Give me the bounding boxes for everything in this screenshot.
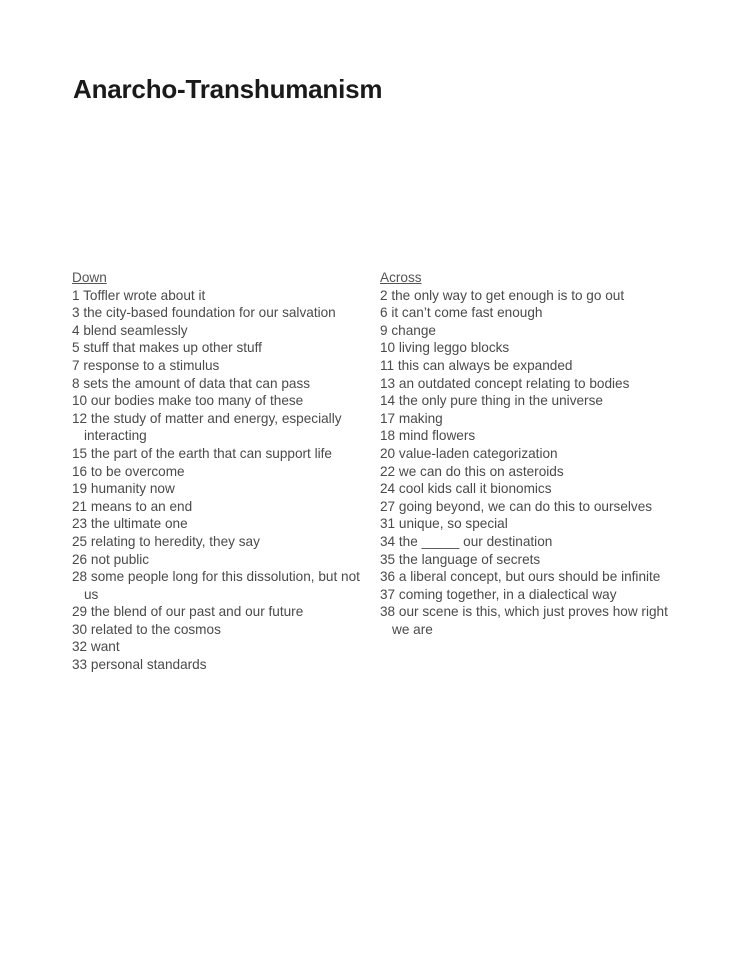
across-clue: 38 our scene is this, which just proves how right we are xyxy=(380,604,668,637)
down-clue: 25 relating to heredity, they say xyxy=(72,533,260,549)
down-clue: 3 the city-based foundation for our salvation xyxy=(72,305,336,321)
down-clue: 4 blend seamlessly xyxy=(72,322,188,338)
down-clue: 15 the part of the earth that can support life xyxy=(72,445,332,461)
across-clue: 34 the _____ our destination xyxy=(380,533,553,549)
down-clue: 1 Toffler wrote about it xyxy=(72,287,206,303)
down-clue: 33 personal standards xyxy=(72,657,207,673)
across-clue: 14 the only pure thing in the universe xyxy=(380,393,603,409)
down-clue: 5 stuff that makes up other stuff xyxy=(72,340,262,356)
down-clue: 16 to be overcome xyxy=(72,463,185,479)
across-clue: 9 change xyxy=(380,322,436,338)
across-clue: 6 it can’t come fast enough xyxy=(380,305,543,321)
down-clue: 12 the study of matter and energy, especially interacting xyxy=(72,410,342,444)
across-clue: 22 we can do this on asteroids xyxy=(380,463,564,479)
across-clue: 11 this can always be expanded xyxy=(380,357,573,373)
across-clue: 13 an outdated concept relating to bodies xyxy=(380,375,630,391)
down-clue: 10 our bodies make too many of these xyxy=(72,393,304,409)
down-clue: 19 humanity now xyxy=(72,481,175,497)
down-clue: 21 means to an end xyxy=(72,498,193,514)
down-clue: 7 response to a stimulus xyxy=(72,357,220,373)
down-clue: 28 some people long for this dissolution, but not us xyxy=(72,569,360,602)
across-clue: 17 making xyxy=(380,410,443,426)
down-heading: Down xyxy=(72,270,107,285)
across-clue: 36 a liberal concept, but ours should be infinite xyxy=(380,569,661,585)
down-clue: 23 the ultimate one xyxy=(72,516,188,532)
across-clue: 27 going beyond, we can do this to ourselves xyxy=(380,498,653,514)
down-clues-column xyxy=(72,269,362,674)
across-clue: 35 the language of secrets xyxy=(380,551,541,567)
page-title: Anarcho-Transhumanism xyxy=(73,74,383,104)
across-clue: 24 cool kids call it bionomics xyxy=(380,481,552,497)
down-clue: 8 sets the amount of data that can pass xyxy=(72,375,311,391)
across-clue: 2 the only way to get enough is to go out xyxy=(380,287,625,303)
across-clue: 20 value-laden categorization xyxy=(380,445,558,461)
down-clue: 30 related to the cosmos xyxy=(72,621,221,637)
down-clue: 32 want xyxy=(72,639,120,655)
across-clue: 31 unique, so special xyxy=(380,516,508,532)
across-clue: 37 coming together, in a dialectical way xyxy=(380,586,617,602)
across-clues-column xyxy=(380,269,680,638)
down-clue: 26 not public xyxy=(72,551,150,567)
across-clue: 18 mind flowers xyxy=(380,428,476,444)
down-clue: 29 the blend of our past and our future xyxy=(72,604,304,620)
across-heading: Across xyxy=(380,270,422,285)
across-clue: 10 living leggo blocks xyxy=(380,340,510,356)
